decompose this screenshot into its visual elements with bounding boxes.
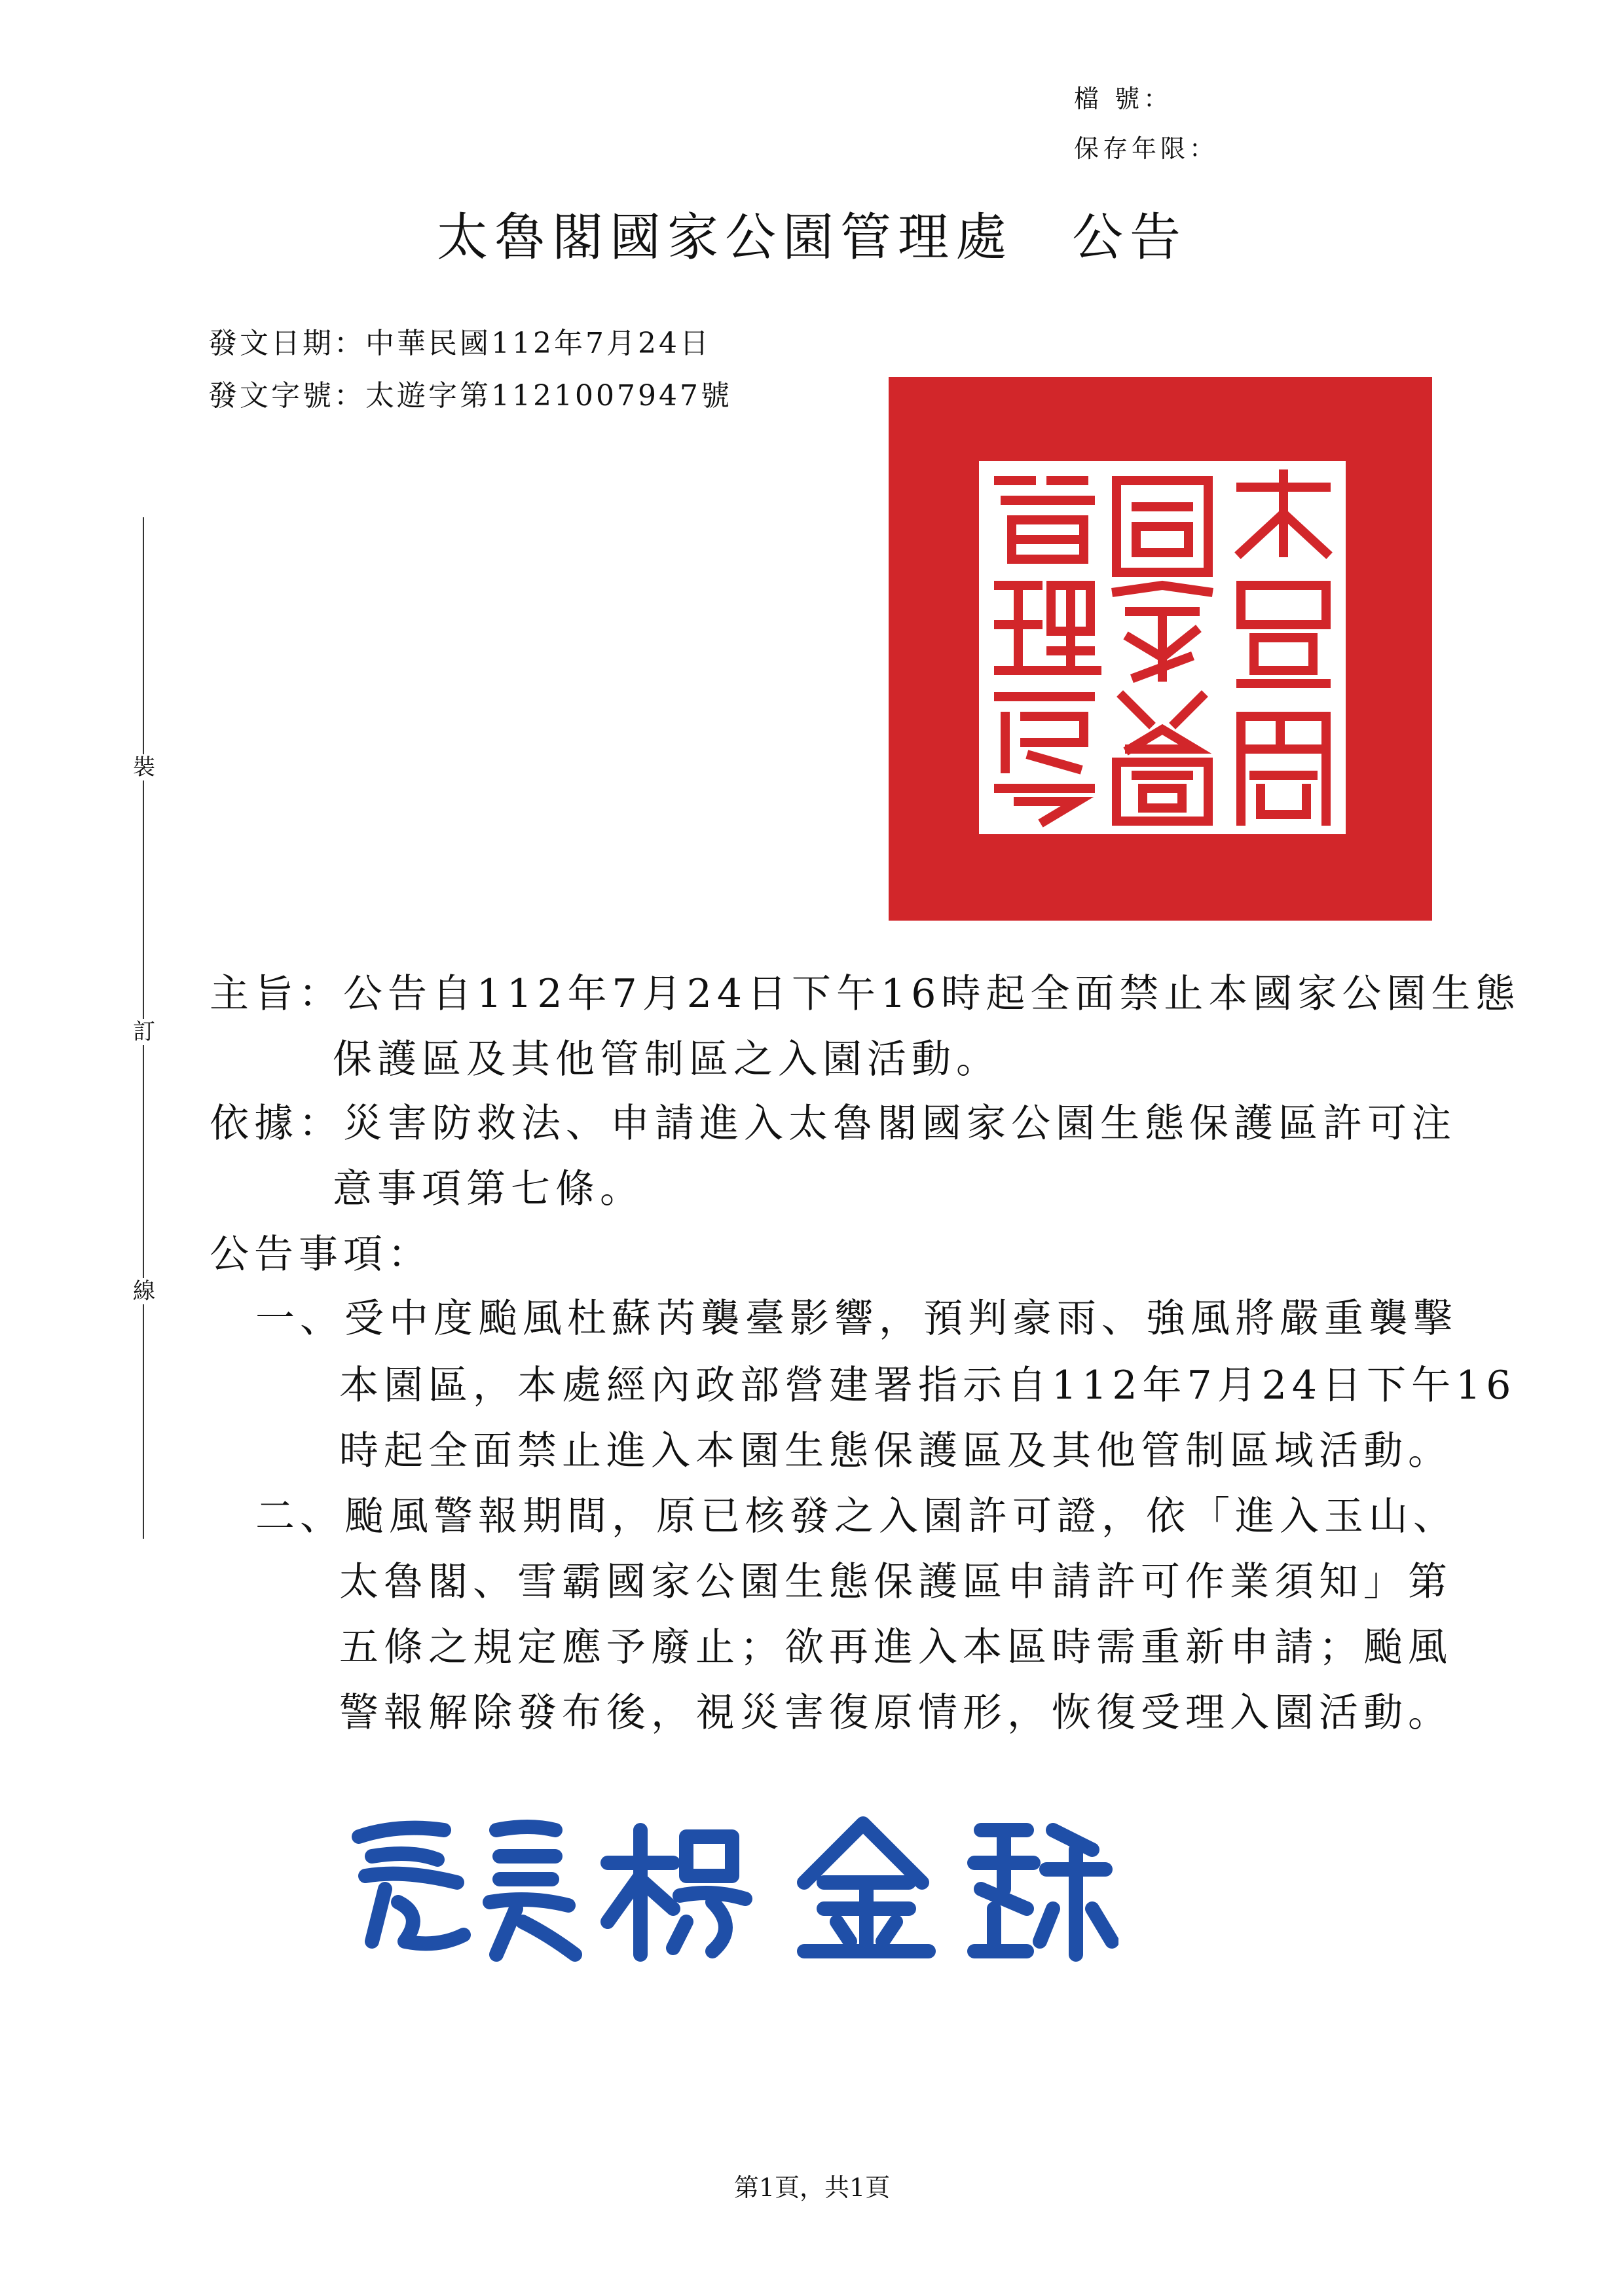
item-2-line-2: 太魯閣、雪霸國家公園生態保護區申請許可作業須知」第	[339, 1559, 1452, 1605]
retention-period-label: 保存年限：	[1074, 134, 1219, 163]
basis-line-2: 意事項第七條。	[333, 1166, 644, 1212]
agency-name: 太魯閣國家公園管理處	[436, 208, 1013, 267]
page-title	[0, 196, 1624, 270]
subject-line-1: 主旨：公告自112年7月24日下午16時起全面禁止本國家公園生態	[210, 971, 1521, 1017]
item-2-line-1: 二、颱風警報期間，原已核發之入園許可證，依「進入玉山、	[255, 1494, 1458, 1539]
binding-mark-3: 線	[131, 1278, 157, 1304]
issue-date: 發文日期：中華民國112年7月24日	[208, 327, 711, 360]
basis-line-1: 依據：災害防救法、申請進入太魯閣國家公園生態保護區許可注	[210, 1101, 1456, 1147]
document-type: 公告	[1072, 208, 1188, 267]
subject-line-2: 保護區及其他管制區之入園活動。	[333, 1037, 1001, 1082]
official-seal	[889, 377, 1432, 921]
item-1-line-1: 一、受中度颱風杜蘇芮襲臺影響，預判豪雨、強風將嚴重襲擊	[255, 1296, 1458, 1342]
director-signature	[346, 1810, 1118, 1968]
page-number: 第1頁，共1頁	[733, 2173, 891, 2202]
item-2-line-3: 五條之規定應予廢止；欲再進入本區時需重新申請；颱風	[339, 1625, 1452, 1670]
item-2-line-4: 警報解除發布後，視災害復原情形，恢復受理入園活動。	[339, 1690, 1452, 1736]
seal-inscription	[972, 454, 1352, 841]
item-1-line-2: 本園區，本處經內政部營建署指示自112年7月24日下午16	[339, 1363, 1517, 1408]
file-number-label: 檔 號：	[1074, 84, 1173, 113]
announcement-items-heading: 公告事項：	[210, 1232, 432, 1277]
item-1-line-3: 時起全面禁止進入本園生態保護區及其他管制區域活動。	[339, 1428, 1452, 1474]
binding-mark-1: 裝	[131, 754, 157, 780]
binding-mark-2: 訂	[131, 1019, 157, 1045]
document-number: 發文字號：太遊字第1121007947號	[208, 379, 732, 413]
